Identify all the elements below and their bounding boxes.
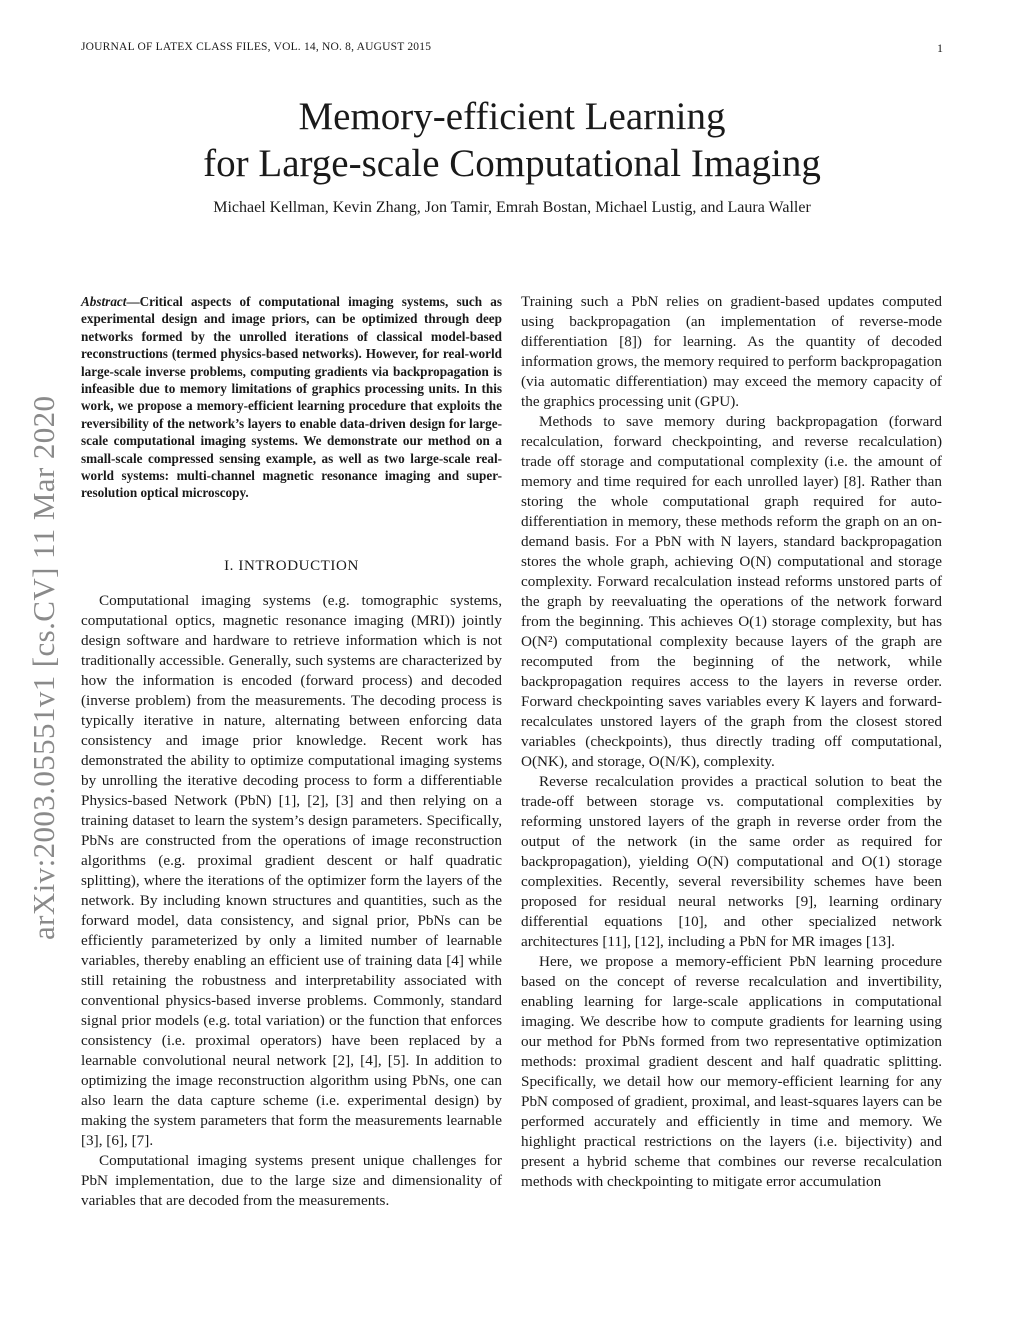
right-paragraph-3: Reverse recalculation provides a practical solution to beat the trade-off between storage vs. computational complexities by reforming unstored layers of the graph in reverse order from the output of the network (in the same order as required for backpropagation), yielding O(N) computational and O(1) storage complexities. Recently, several reversibility schemes have been proposed for residual neural networks [9], learning ordinary differential equations [10], and other specialized network architectures [11], [12], including a PbN for MR images [13]. [521,773,942,950]
page-number: 1 [937,41,943,55]
intro-paragraph-1: Computational imaging systems (e.g. tomographic systems, computational optics, magnetic resonance imaging (MRI)) jointly design software and hardware to retrieve information which is not traditionally accessible. Generally, such systems are characterized by how the information is encoded (forward process) and decoded (inverse problem) from the measurements. The decoding process is typically iterative in nature, alternating between enforcing data consistency and image prior knowledge. Recent work has demonstrated the ability to optimize computational imaging systems by unrolling the iterative decoding process to form a differentiable Physics-based Network (PbN) [1], [2], [3] and then relying on a training dataset to learn the system’s design parameters. Specifically, PbNs are constructed from the operations of image reconstruction algorithms (e.g. proximal gradient descent or half quadratic splitting), where the iterations of the optimizer form the layers of the network. By including known structures and quantities, such as the forward model, data consistency, and signal prior, PbNs can be efficiently parameterized by only a limited number of learnable variables, thereby enabling an efficient use of training data [4] while still retaining the robustness and interpretability associated with conventional physics-based inverse problems. Commonly, standard signal prior models (e.g. total variation) or the function that enforces consistency (i.e. proximal operators) have been replaced by a learnable convolutional neural network [2], [4], [5]. In addition to optimizing the image reconstruction algorithm using PbNs, one can also learn the data capture scheme (i.e. experimental design) by making the system parameters that form the measurements learnable [3], [6], [7]. [81,592,502,1149]
paper-title-line-1: Memory-efficient Learning [298,95,726,138]
arxiv-stamp: arXiv:2003.05551v1 [cs.CV] 11 Mar 2020 [26,395,61,940]
left-column [81,591,502,1211]
paper-title-line-2: for Large-scale Computational Imaging [203,142,821,185]
intro-paragraph-2: Computational imaging systems present unique challenges for PbN implementation, due to the large size and dimensionality of variables that are decoded from the measurements. [81,1152,502,1209]
right-column [521,292,942,1192]
right-paragraph-4: Here, we propose a memory-efficient PbN learning procedure based on the concept of reverse recalculation and invertibility, enabling learning for large-scale applications in computational imaging. We describe how to compute gradients for learning using our method for PbNs formed from two representative optimization methods: proximal gradient descent and half quadratic splitting. Specifically, we detail how our memory-efficient learning for any PbN composed of gradient, proximal, and least-squares layers can be performed accurately and efficiently in time and memory. We highlight practical restrictions on the layers (i.e. bijectivity) and present a hybrid scheme that combines our reverse recalculation methods with checkpointing to mitigate error accumulation [521,953,942,1190]
abstract [81,293,502,502]
abstract-label: Abstract [81,294,127,309]
right-paragraph-2: Methods to save memory during backpropagation (forward recalculation, forward checkpointing, and reverse recalculation) trade off storage and computational complexity (i.e. the amount of memory and time required for each unrolled layer) [8]. Rather than storing the whole computational graph required for auto-differentiation in memory, these methods reform the graph on an on-demand basis. For a PbN with N layers, standard backpropagation stores the whole graph, achieving O(N) computational and storage complexity. Forward recalculation instead reforms unstored parts of the graph by reevaluating the operations of the network forward from the beginning. This achieves O(1) storage complexity, but has O(N²) computational complexity because layers of the graph are recomputed from the beginning of the network, while backpropagation requires access to the layers in reverse order. Forward checkpointing saves variables every K layers and forward-recalculates unstored layers of the graph from the closest stored variables (checkpoints), thus directly trading off computational, O(NK), and storage, O(N/K), complexity. [521,413,942,770]
author-list: Michael Kellman, Kevin Zhang, Jon Tamir, Emrah Bostan, Michael Lustig, and Laura Waller [213,199,811,216]
running-header: JOURNAL OF LATEX CLASS FILES, VOL. 14, NO. 8, AUGUST 2015 [81,41,432,53]
section-heading-introduction: I. INTRODUCTION [224,558,359,574]
abstract-text: —Critical aspects of computational imaging systems, such as experimental design and image priors, can be optimized through deep networks formed by the unrolled iterations of classical model-based reconstructions (termed physics-based networks). However, for real-world large-scale inverse problems, computing gradients via backpropagation is infeasible due to memory limitations of graphics processing units. In this work, we propose a memory-efficient learning procedure that exploits the reversibility of the network’s layers to enable data-driven design for large-scale computational imaging systems. We demonstrate our method on a small-scale compressed sensing example, as well as two large-scale real-world systems: multi-channel magnetic resonance imaging and super-resolution optical microscopy. [81,294,502,501]
right-paragraph-1: Training such a PbN relies on gradient-based updates computed using backpropagation (an implementation of reverse-mode differentiation [8]) for learning. As the quantity of decoded information grows, the memory required to perform backpropagation (via automatic differentiation) may exceed the memory capacity of the graphics processing unit (GPU). [521,293,942,410]
